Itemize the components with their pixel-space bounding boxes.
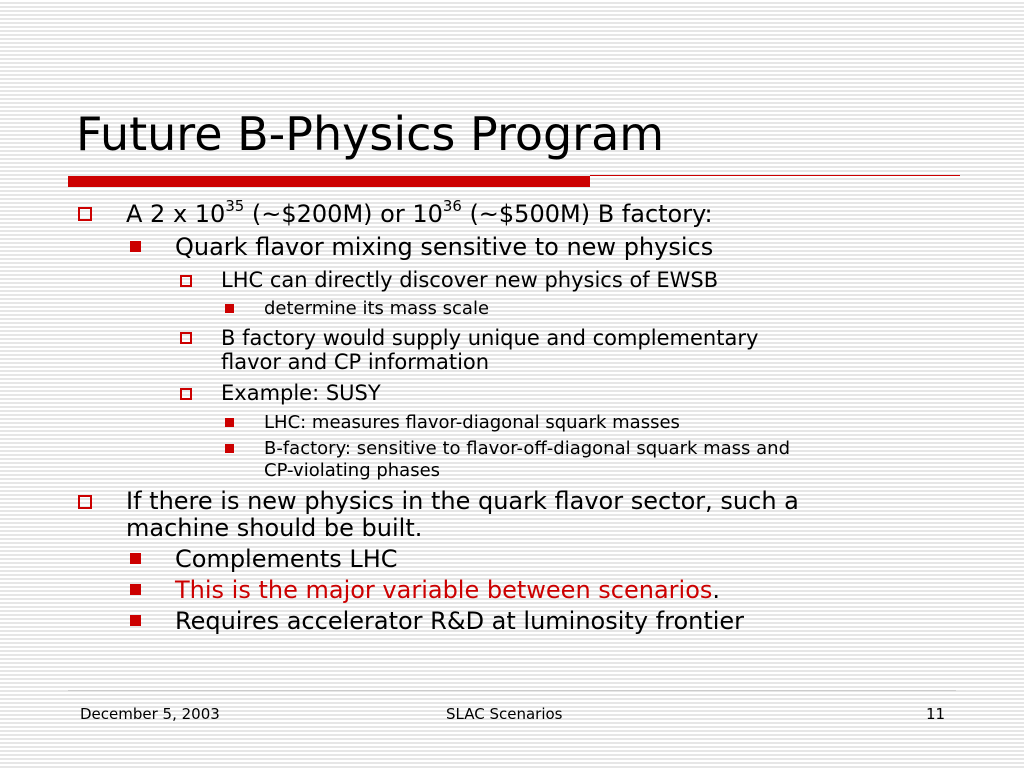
bullet-b-factory — [126, 197, 713, 228]
bullet-major-variable — [175, 577, 720, 604]
bullet-text-end: . — [712, 576, 721, 604]
bullet-mass-scale: determine its mass scale — [264, 298, 490, 319]
bullet-line-1: If there is new physics in the quark flavor sector, such a — [126, 487, 799, 515]
exponent-35: 35 — [225, 197, 245, 215]
footer-title: SLAC Scenarios — [446, 705, 563, 723]
hollow-square-bullet-icon — [180, 332, 192, 344]
solid-square-bullet-icon — [130, 241, 141, 252]
slide-number: 11 — [926, 705, 946, 723]
hollow-square-bullet-icon — [180, 388, 192, 400]
bullet-quark-flavor-mixing: Quark flavor mixing sensitive to new physics — [175, 233, 714, 261]
solid-square-bullet-icon — [130, 584, 141, 595]
highlighted-text: This is the major variable between scenarios — [175, 576, 713, 604]
bullet-line-2: CP-violating phases — [264, 460, 441, 481]
bullet-text-suffix: (~$500M) B factory: — [461, 200, 713, 228]
bullet-lhc-discover: LHC can directly discover new physics of EWSB — [221, 268, 719, 292]
bullet-line-1: B factory would supply unique and complementary — [221, 326, 759, 350]
slide-title: Future B-Physics Program — [76, 107, 665, 161]
footer-date: December 5, 2003 — [80, 705, 220, 723]
bullet-example-susy: Example: SUSY — [221, 381, 381, 405]
solid-square-bullet-icon — [225, 418, 234, 427]
hollow-square-bullet-icon — [78, 495, 92, 509]
title-underline-thin — [590, 175, 960, 176]
exponent-36: 36 — [442, 197, 462, 215]
hollow-square-bullet-icon — [78, 207, 92, 221]
solid-square-bullet-icon — [225, 304, 234, 313]
bullet-line-2: flavor and CP information — [221, 350, 490, 374]
bullet-line-1: B-factory: sensitive to flavor-off-diagonal squark mass and — [264, 438, 791, 459]
hollow-square-bullet-icon — [180, 275, 192, 287]
bullet-complements-lhc: Complements LHC — [175, 545, 398, 573]
bullet-line-2: machine should be built. — [126, 514, 423, 542]
bullet-b-factory-sensitive — [264, 438, 790, 482]
bullet-text-prefix: A 2 x 10 — [126, 200, 226, 228]
title-underline-thick — [68, 176, 590, 187]
bullet-b-factory-supply — [221, 326, 758, 374]
bullet-lhc-measures: LHC: measures flavor-diagonal squark masses — [264, 412, 680, 433]
footer-divider — [68, 690, 956, 691]
bullet-new-physics-machine — [126, 488, 799, 542]
solid-square-bullet-icon — [130, 615, 141, 626]
solid-square-bullet-icon — [225, 444, 234, 453]
solid-square-bullet-icon — [130, 553, 141, 564]
bullet-text-mid: (~$200M) or 10 — [244, 200, 443, 228]
bullet-accelerator-rd: Requires accelerator R&D at luminosity frontier — [175, 607, 745, 635]
